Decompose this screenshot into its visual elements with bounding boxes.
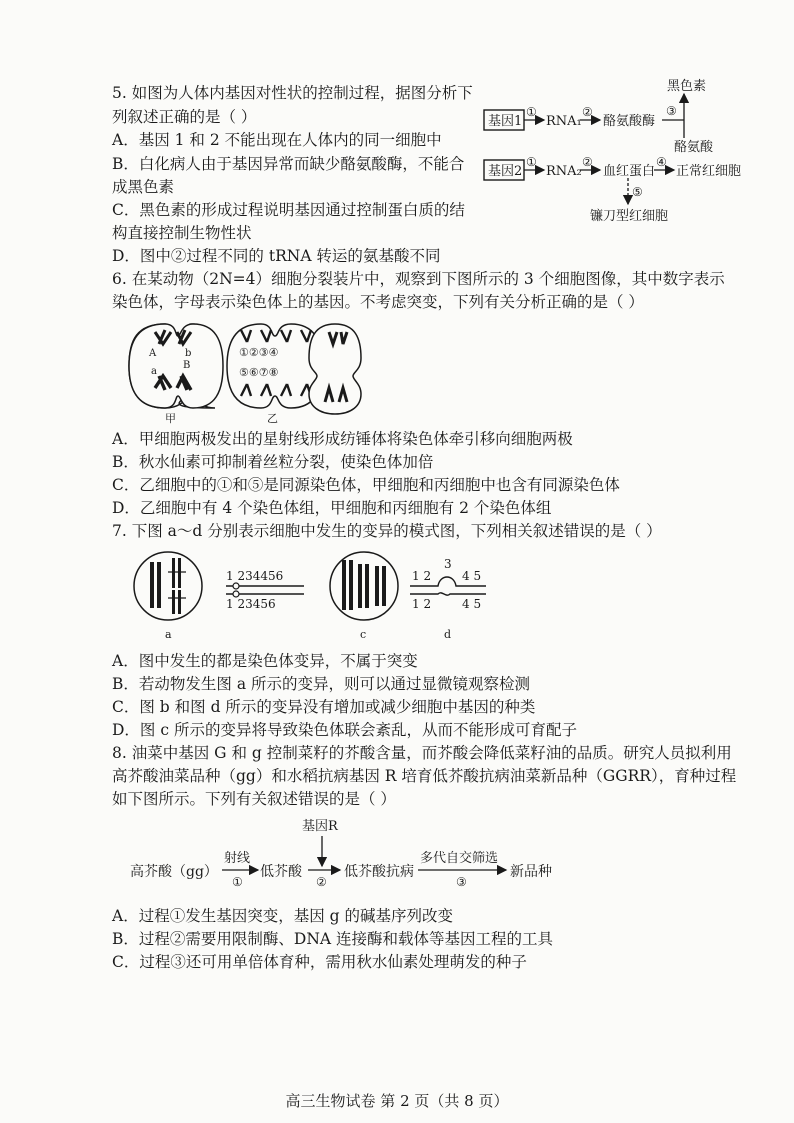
label-c: c xyxy=(360,628,367,641)
page-footer: 高三生物试卷 第 2 页（共 8 页） xyxy=(285,1092,509,1110)
q8-option-b: B．过程②需要用限制酶、DNA 连接酶和载体等基因工程的工具 xyxy=(112,930,554,948)
tyrosine-label: 酪氨酸 xyxy=(674,140,714,155)
b-bottom-genes: 1 23456 xyxy=(226,597,276,611)
cell-c-outline xyxy=(330,552,398,620)
d-bottom-right: 4 5 xyxy=(462,597,482,611)
melanin-label: 黑色素 xyxy=(667,79,707,94)
q7-option-a: A．图中发生的都是染色体变异，不属于突变 xyxy=(112,652,418,670)
flow-step3: ③ xyxy=(456,875,467,889)
step2-label: ② xyxy=(582,105,593,119)
q8-stem-line1: 8. 油菜中基因 G 和 g 控制菜籽的芥酸含量，而芥酸会降低菜籽油的品质。研究人员拟利用 xyxy=(112,744,732,762)
yi-numbers-top: ①②③④ xyxy=(239,346,279,359)
flow-step1: ① xyxy=(232,875,243,889)
step3-label: ③ xyxy=(666,104,677,118)
enzyme-label: 酪氨酸酶 xyxy=(603,114,656,129)
flow-start: 高芥酸（gg） xyxy=(130,864,218,880)
d-top-right: 4 5 xyxy=(462,569,482,583)
d-bottom-left: 1 2 xyxy=(412,597,432,611)
q6-option-a: A．甲细胞两极发出的星射线形成纺锤体将染色体牵引移向细胞两极 xyxy=(112,430,573,448)
gene1-label: 基因1 xyxy=(488,114,523,129)
gene-A: A xyxy=(149,348,157,359)
flow-gene-r: 基因R xyxy=(302,819,338,834)
yi-numbers-bottom: ⑤⑥⑦⑧ xyxy=(239,366,279,379)
q7-option-b: B．若动物发生图 a 所示的变异，则可以通过显微镜观察检测 xyxy=(112,675,530,693)
q7-option-c: C．图 b 和图 d 所示的变异没有增加或减少细胞中基因的种类 xyxy=(112,698,536,716)
q8-option-c: C．过程③还可用单倍体育种，需用秋水仙素处理萌发的种子 xyxy=(112,953,527,971)
d-top-left: 1 2 xyxy=(412,569,432,583)
label-yi: 乙 xyxy=(267,412,278,425)
cell-a-outline xyxy=(134,552,202,620)
q8-stem-line3: 如下图所示。下列有关叙述错误的是（ ） xyxy=(112,790,396,808)
q6-option-b: B．秋水仙素可抑制着丝粒分裂，使染色体加倍 xyxy=(112,453,434,471)
b-top-genes: 1 234456 xyxy=(226,569,284,583)
q8-option-a: A．过程①发生基因突变，基因 g 的碱基序列改变 xyxy=(112,907,453,925)
q5-option-d: D．图中②过程不同的 tRNA 转运的氨基酸不同 xyxy=(112,247,441,265)
q5-option-c: C．黑色素的形成过程说明基因通过控制蛋白质的结 xyxy=(112,201,465,219)
q5-stem-line2: 列叙述正确的是（ ） xyxy=(112,108,257,126)
gene-B: B xyxy=(183,360,191,371)
q8-stem-line2: 高芥酸油菜品种（gg）和水稻抗病基因 R 培育低芥酸抗病油菜新品种（GGRR），育种过程 xyxy=(112,767,737,785)
flow-ray: 射线 xyxy=(224,851,251,866)
q5-option-c-cont: 构直接控制生物性状 xyxy=(112,224,252,242)
flow-low-resistant: 低芥酸抗病 xyxy=(344,864,414,880)
normal-rbc-label: 正常红细胞 xyxy=(676,164,742,179)
step4-label: ④ xyxy=(656,155,667,169)
label-jia: 甲 xyxy=(165,412,176,425)
q8-breeding-flow xyxy=(130,818,600,890)
rna2-label: RNA₂ xyxy=(546,164,582,179)
q7-variation-figure xyxy=(128,550,488,640)
q6-option-c: C．乙细胞中的①和⑤是同源染色体，甲细胞和丙细胞中也含有同源染色体 xyxy=(112,476,620,494)
d-loop-label: 3 xyxy=(444,557,452,571)
q6-cell-figure xyxy=(125,318,385,426)
step1-label: ① xyxy=(526,105,537,119)
sickle-rbc-label: 镰刀型红细胞 xyxy=(590,209,669,224)
step1b-label: ① xyxy=(526,155,537,169)
q6-option-d: D．乙细胞中有 4 个染色体组，甲细胞和丙细胞有 2 个染色体组 xyxy=(112,499,552,517)
q6-stem-line2: 染色体，字母表示染色体上的基因。不考虑突变，下列有关分析正确的是（ ） xyxy=(112,293,644,311)
q7-stem: 7. 下图 a～d 分别表示细胞中发生的变异的模式图，下列相关叙述错误的是（ ） xyxy=(112,522,662,540)
flow-new: 新品种 xyxy=(510,864,552,880)
q5-option-b-cont: 成黑色素 xyxy=(112,178,175,196)
q5-stem-line1: 5. 如图为人体内基因对性状的控制过程，据图分析下 xyxy=(112,84,473,102)
step2b-label: ② xyxy=(582,155,593,169)
q5-option-b: B．白化病人由于基因异常而缺少酪氨酸酶，不能合 xyxy=(112,155,465,173)
rna1-label: RNA₁ xyxy=(546,114,582,129)
gene-b: b xyxy=(185,348,192,359)
step5-label: ⑤ xyxy=(632,185,643,199)
q5-gene-control-diagram xyxy=(482,76,752,226)
q7-option-d: D．图 c 所示的变异将导致染色体联会紊乱，从而不能形成可育配子 xyxy=(112,721,577,739)
label-d: d xyxy=(444,628,452,641)
label-a: a xyxy=(165,628,172,641)
hemoglobin-label: 血红蛋白 xyxy=(603,164,656,179)
flow-step2: ② xyxy=(316,875,327,889)
gene2-label: 基因2 xyxy=(488,164,523,179)
q6-stem-line1: 6. 在某动物（2N=4）细胞分裂装片中，观察到下图所示的 3 个细胞图像，其中数字表示 xyxy=(112,270,725,288)
q5-option-a: A．基因 1 和 2 不能出现在人体内的同一细胞中 xyxy=(112,131,442,149)
flow-cross: 多代自交筛选 xyxy=(420,851,499,866)
flow-low: 低芥酸 xyxy=(260,864,302,880)
gene-a: a xyxy=(151,366,157,377)
